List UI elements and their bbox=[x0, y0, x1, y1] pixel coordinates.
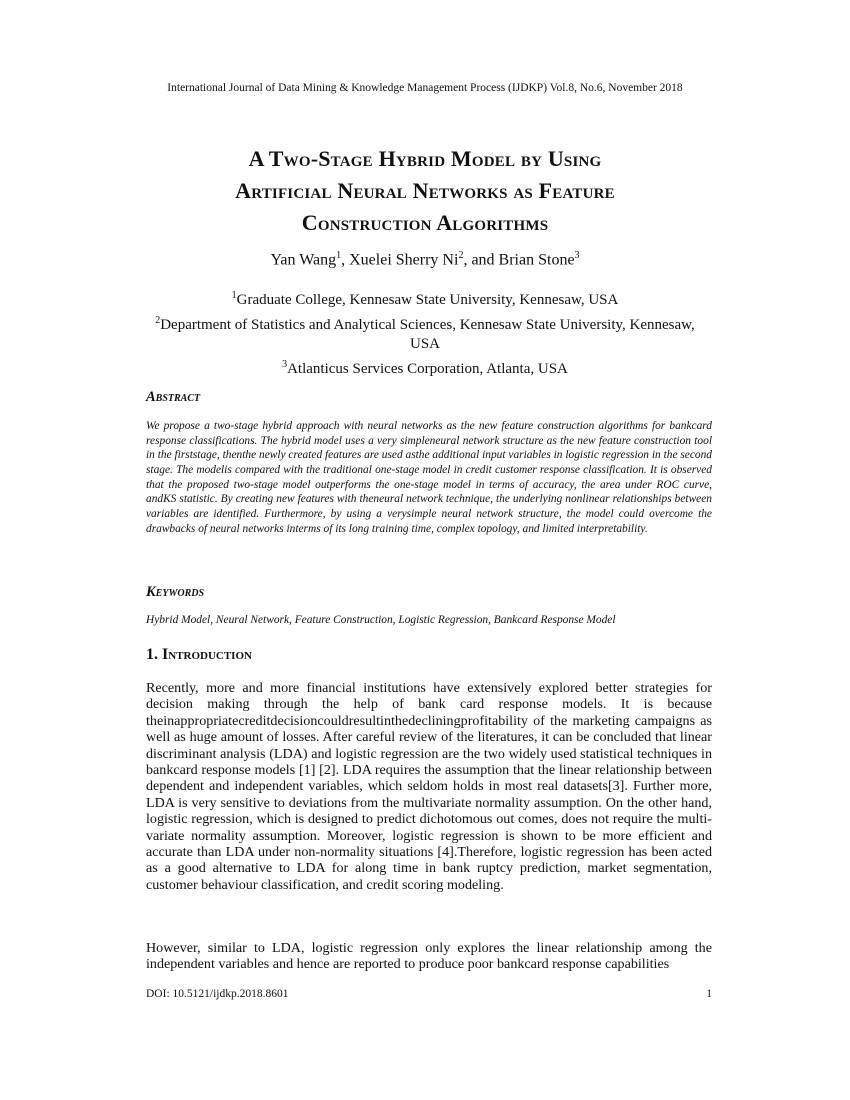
author-name: Xuelei Sherry Ni bbox=[349, 251, 459, 269]
running-header: International Journal of Data Mining & Knowledge Management Process (IJDKP) Vol.8, No.6, November 2018 bbox=[167, 82, 683, 94]
paper-title bbox=[120, 143, 730, 239]
abstract-text: We propose a two-stage hybrid approach with neural networks as the new feature construction algorithms for bankcard response classifications. The hybrid model uses a very simpleneural network structure as the new feature construction tool in the firststage, thenthe newly created features are used asthe additional input variables in logistic regression in the second stage. The modelis compared with the traditional one-stage model in credit customer response classification. It is observed that the proposed two-stage model outperforms the one-stage model in terms of accuracy, the area under ROC curve, andKS statistic. By creating new features with theneural network technique, the underlying nonlinear relationships between variables are identified. Furthermore, by using a verysimple neural network structure, the model could overcome the drawbacks of neural networks interms of its long training time, complex topology, and limited interpretability. bbox=[146, 420, 712, 535]
author-name: Yan Wang bbox=[270, 251, 337, 269]
footer-doi: DOI: 10.5121/ijdkp.2018.8601 bbox=[146, 988, 289, 1000]
affiliation-3: $^3$Atlanticus Services Corporation, Atlanta, USA bbox=[282, 358, 568, 377]
title-line-1: A Two-Stage Hybrid Model by Using bbox=[248, 146, 602, 171]
author-affiliation-mark: 2 bbox=[458, 250, 464, 261]
title-line-3: Construction Algorithms bbox=[301, 210, 549, 235]
page-number: 1 bbox=[706, 988, 712, 1000]
affiliation-mark: 3 bbox=[282, 358, 288, 370]
keywords-heading: Keywords bbox=[146, 584, 205, 600]
introduction-heading: 1. Introduction bbox=[146, 646, 252, 663]
title-line-2: Artificial Neural Networks as Feature bbox=[235, 178, 615, 203]
author-list bbox=[0, 250, 850, 269]
author-separator: , bbox=[341, 251, 350, 269]
affiliation-2: $^2$Department of Statistics and Analytical Sciences, Kennesaw State University, Kennesaw, USA bbox=[155, 314, 695, 352]
author-name: Brian Stone bbox=[498, 251, 575, 269]
keywords-text: Hybrid Model, Neural Network, Feature Construction, Logistic Regression, Bankcard Response Model bbox=[146, 614, 616, 626]
introduction-paragraph-2: However, similar to LDA, logistic regression only explores the linear relationship among the independent variables and hence are reported to produce poor bankcard response capabilities bbox=[146, 940, 712, 973]
abstract-heading: Abstract bbox=[146, 389, 201, 405]
affiliation-mark: 1 bbox=[231, 290, 237, 301]
introduction-paragraph-1: Recently, more and more financial institutions have extensively explored better strategies for decision making through the help of bank card response models. It is because theinappropriatecreditdecisioncouldresultinthedecliningprofitability of the marketing campaigns as well as huge amount of losses. After careful review of the literatures, it can be concluded that linear discriminant analysis (LDA) and logistic regression are the two widely used statistical techniques in bankcard response models [1] [2]. LDA requires the assumption that the linear relationship between dependent and independent variables, which seldom holds in most real datasets[3]. Further more, LDA is very sensitive to deviations from the multivariate normality assumption. On the other hand, logistic regression, which is designed to predict dichotomous out comes, does not require the multi-variate normality assumption. Moreover, logistic regression is shown to be more efficient and accurate than LDA under non-normality situations [4].Therefore, logistic regression has been acted as a good alternative to LDA for along time in bank ruptcy prediction, market segmentation, customer behaviour classification, and credit scoring modeling. bbox=[146, 680, 712, 893]
author-separator: , and bbox=[463, 251, 499, 269]
affiliation-mark: 2 bbox=[155, 314, 161, 326]
author-affiliation-mark: 1 bbox=[336, 250, 342, 261]
author-affiliation-mark: 3 bbox=[574, 250, 580, 261]
affiliation-1: $^1$Graduate College, Kennesaw State University, Kennesaw, USA bbox=[231, 290, 619, 308]
affiliations bbox=[150, 286, 700, 379]
